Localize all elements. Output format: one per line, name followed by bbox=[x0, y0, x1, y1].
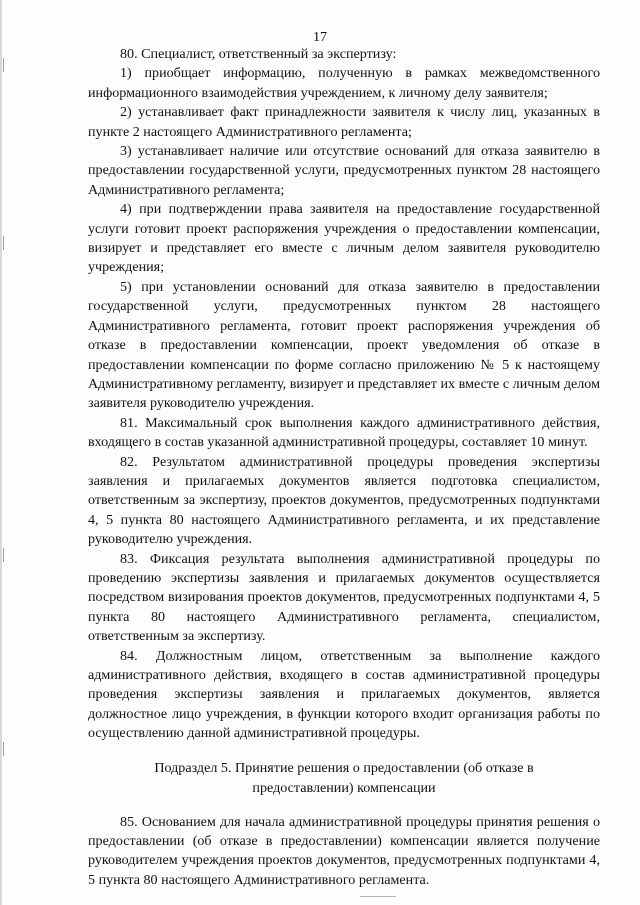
section-heading-line-1: Подраздел 5. Принятие решения о предоставлении (об отказе в bbox=[154, 759, 534, 776]
paragraph-83: 83. Фиксация результата выполнения административной процедуры по проведению экспертизы заявления и прилагаемых документов осуществляется посредством визирования проектов документов, предусмотренных подпунктами 4, 5 пункта 80 настоящего Административного регламента, специалистом, ответственным за экспертизу. bbox=[88, 550, 600, 645]
paragraph-80-5: 5) при установлении оснований для отказа заявителю в предоставлении государственной услуги, предусмотренных пунктом 28 настоящего Административного регламента, готовит проект распоряжения учреждения об отказе в предоставлении компенсации, проект уведомления об отказе в предоставлении компенсации по форме согласно приложению № 5 к настоящему Административному регламенту, визирует и представляет их вместе с личным делом заявителя руководителю учреждения. bbox=[88, 278, 600, 412]
paragraph-80-3: 3) устанавливает наличие или отсутствие оснований для отказа заявителю в предоставлении государственной услуги, предусмотренных пунктом 28 настоящего Административного регламента; bbox=[88, 143, 600, 198]
section-heading-line-2: предоставлении) компенсации bbox=[252, 779, 436, 796]
document-body bbox=[88, 45, 600, 890]
scan-mark bbox=[3, 236, 4, 250]
scan-bottom-line bbox=[360, 896, 396, 897]
paragraph-82: 82. Результатом административной процедуры проведения экспертизы заявления и прилагаемых документов является подготовка специалистом, ответственным за экспертизу, проектов документов, предусмотренных подпунктами 4, 5 пункта 80 настоящего Административного регламента, и их представление руководителю учреждения. bbox=[88, 453, 600, 548]
page-number: 17 bbox=[313, 30, 327, 45]
paragraph-80-1: 1) приобщает информацию, полученную в рамках межведомственного информационного взаимодействия учреждением, к личному делу заявителя; bbox=[88, 65, 600, 101]
section-heading bbox=[88, 758, 600, 798]
scan-mark bbox=[3, 58, 4, 72]
paragraph-84: 84. Должностным лицом, ответственным за выполнение каждого административного действия, входящего в состав административной процедуры проведения экспертизы заявления и прилагаемых документов, является должностное лицо учреждения, в функции которого входит организация работы по осуществлению данной административной процедуры. bbox=[88, 647, 600, 742]
paragraph-80-4: 4) при подтверждении права заявителя на предоставление государственной услуги готовит проект распоряжения учреждения о предоставлении компенсации, визирует и представляет его вместе с личным делом заявителя руководителю учреждения; bbox=[88, 201, 600, 276]
paragraph-81: 81. Максимальный срок выполнения каждого административного действия, входящего в состав указанной административной процедуры, составляет 10 минут. bbox=[88, 414, 600, 451]
scan-mark bbox=[3, 742, 4, 756]
paragraph-80-2: 2) устанавливает факт принадлежности заявителя к числу лиц, указанных в пункте 2 настоящего Административного регламента; bbox=[88, 104, 600, 140]
scan-mark bbox=[3, 548, 4, 562]
paragraph-85: 85. Основанием для начала административной процедуры принятия решения о предоставлении (об отказе в предоставлении) компенсации является получение руководителем учреждения проектов документов, предусмотренных подпунктами 4, 5 пункта 80 настоящего Административного регламента. bbox=[88, 813, 600, 888]
paragraph-80: 80. Специалист, ответственный за экспертизу: bbox=[120, 46, 397, 62]
scan-edge bbox=[0, 0, 2, 905]
